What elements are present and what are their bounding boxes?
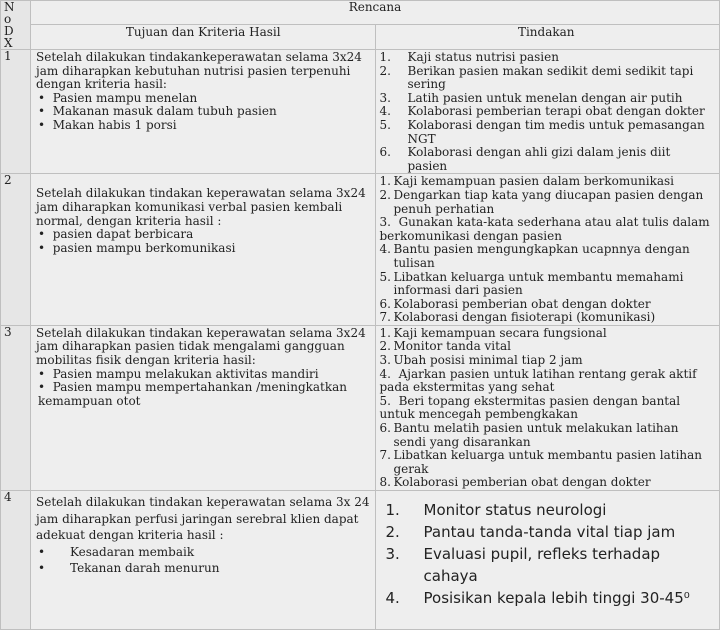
table-row [1, 491, 720, 630]
action-item: 3. Gunakan kata-kata sederhana atau alat tulis dalam berkomunikasi dengan pasien [379, 215, 710, 243]
goal-text: Setelah dilakukan tindakankeperawatan selama 3x24 jam diharapkan kebutuhan nutrisi pasien terpenuhi dengan kriteria hasil: [36, 50, 362, 92]
goal-bullet: • pasien dapat berbicara [38, 227, 194, 242]
goal-bullet: • Makanan masuk dalam tubuh pasien [38, 104, 277, 119]
action-item: 7. Kolaborasi dengan fisioterapi (komunikasi) [379, 310, 656, 325]
action-cell [375, 50, 720, 174]
action-item: 3. Evaluasi pupil, refleks terhadap cahaya [385, 545, 661, 585]
action-item: 7. Libatkan keluarga untuk membantu pasien latihan gerak [379, 448, 703, 476]
goal-bullet: • Tekanan darah menurun [38, 561, 220, 575]
goal-bullet: • Kesadaran membaik [38, 544, 195, 559]
action-cell [375, 174, 720, 326]
header-row-bottom [1, 24, 720, 49]
table-row [1, 325, 720, 490]
goal-cell [31, 491, 376, 630]
goal-text: Setelah dilakukan tindakan keperawatan selama 3x24 jam diharapkan pasien tidak mengalami gangguan mobilitas fisik dengan kriteria hasil: [36, 325, 366, 368]
action-item: 5. Beri topang ekstermitas pasien dengan bantal untuk mencegah pembengkakan [379, 393, 681, 422]
goal-cell [31, 50, 376, 174]
goal-bullet: • pasien mampu berkomunikasi [38, 240, 236, 255]
action-cell [375, 491, 720, 630]
row-number: 1 [1, 50, 31, 174]
action-item: 2. Berikan pasien makan sedikit demi sedikit tapi sering [379, 63, 694, 92]
goal-bullet: • Pasien mampu melakukan aktivitas mandiri [38, 366, 319, 381]
row-number: 2 [1, 174, 31, 326]
action-item: 3. Ubah posisi minimal tiap 2 jam [379, 353, 583, 368]
header-tujuan: Tujuan dan Kriteria Hasil [31, 24, 376, 49]
goal-cell [31, 174, 376, 326]
row-number: 4 [1, 491, 31, 630]
action-item: 1. Kaji kemampuan pasien dalam berkomunikasi [379, 174, 674, 189]
action-item: 1. Kaji kemampuan secara fungsional [379, 325, 607, 340]
action-item: 1. Monitor status neurologi [385, 501, 607, 519]
table-row [1, 50, 720, 174]
header-rencana: Rencana [31, 1, 720, 25]
action-item: 2. Pantau tanda-tanda vital tiap jam [385, 523, 676, 541]
action-item: 4. Bantu pasien mengungkapkan ucapnnya dengan tulisan [379, 242, 690, 270]
action-item: 4. Ajarkan pasien untuk latihan rentang gerak aktif pada ekstermitas yang sehat [379, 366, 697, 395]
action-item: 2. Monitor tanda vital [379, 339, 511, 354]
action-item: 2. Dengarkan tiap kata yang diucapan pasien dengan penuh perhatian [379, 187, 704, 216]
action-item: 5. Libatkan keluarga untuk membantu memahami informasi dari pasien [379, 269, 684, 298]
action-item: 5. Kolaborasi dengan tim medis untuk pemasangan NGT [379, 117, 705, 146]
action-item: 1. Kaji status nutrisi pasien [379, 50, 559, 64]
goal-text: Setelah dilakukan tindakan keperawatan selama 3x24 jam diharapkan komunikasi verbal pasien kembali normal, dengan kriteria hasil : [36, 186, 366, 228]
goal-bullet: • Pasien mampu mempertahankan /meningkatkan kemampuan otot [38, 380, 348, 408]
action-item: 6. Kolaborasi pemberian obat dengan dokter [379, 296, 651, 311]
action-item: 4. Posisikan kepala lebih tinggi 30-45⁰ [385, 589, 690, 607]
row-number: 3 [1, 325, 31, 490]
action-item: 8. Kolaborasi pemberian obat dengan dokter [379, 475, 651, 490]
action-item: 6. Kolaborasi dengan ahli gizi dalam jenis diit pasien [379, 145, 671, 173]
header-no-label: No D X [4, 0, 15, 50]
table-row [1, 174, 720, 326]
action-item: 3. Latih pasien untuk menelan dengan air putih [379, 90, 683, 105]
action-item: 4. Kolaborasi pemberian terapi obat dengan dokter [379, 104, 705, 119]
goal-cell [31, 325, 376, 490]
action-item: 6. Bantu melatih pasien untuk melakukan latihan sendi yang disarankan [379, 421, 679, 449]
goal-bullet: • Pasien mampu menelan [38, 90, 198, 105]
goal-text: Setelah dilakukan tindakan keperawatan selama 3x 24 jam diharapkan perfusi jaringan serebral klien dapat adekuat dengan kriteria hasil : [36, 495, 370, 542]
header-no-dx [1, 1, 31, 50]
header-tindakan: Tindakan [375, 24, 720, 49]
goal-bullet: • Makan habis 1 porsi [38, 117, 177, 132]
action-cell [375, 325, 720, 490]
header-row-top [1, 1, 720, 25]
